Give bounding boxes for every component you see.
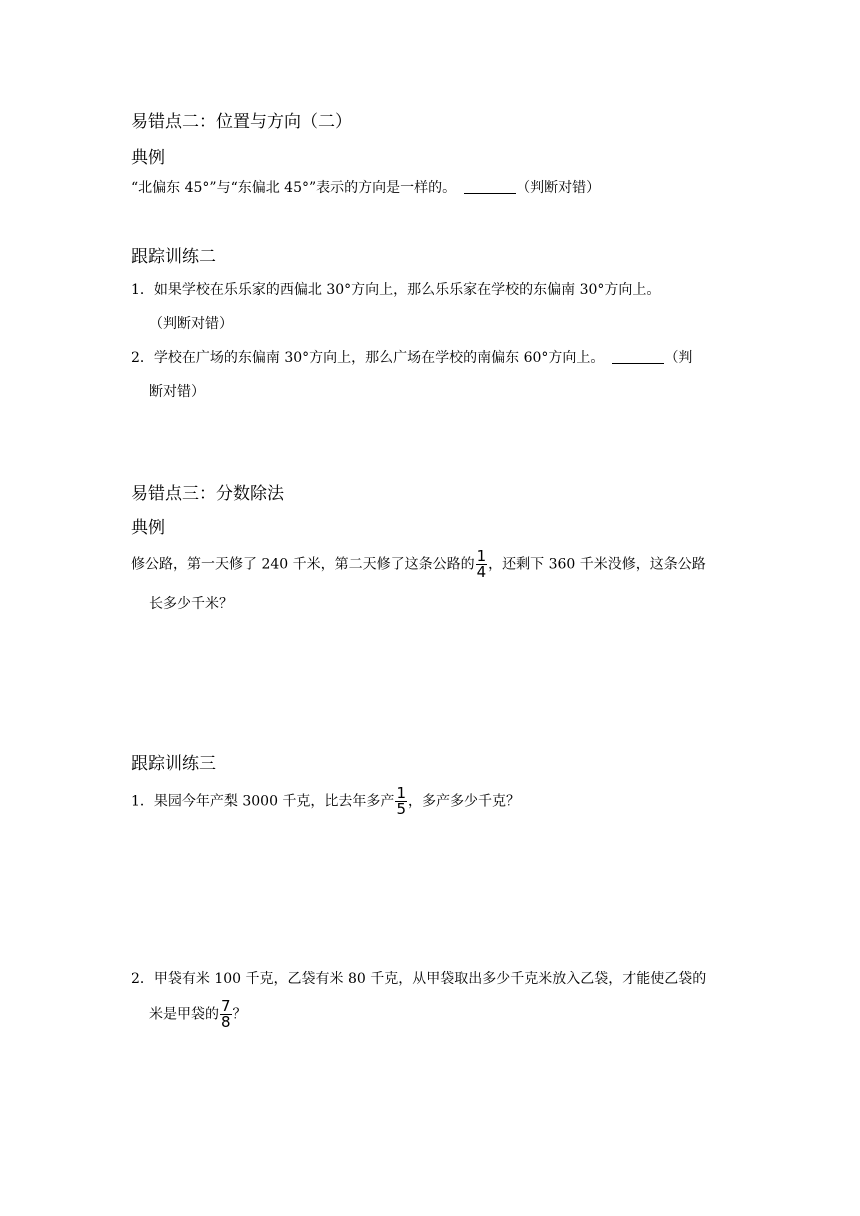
question-1	[131, 786, 731, 817]
example-text: 修公路，第一天修了 240 千米，第二天修了这条公路的	[131, 556, 475, 573]
question-2-line2	[149, 999, 247, 1030]
question-text-cont: ，多产多少千克？	[407, 793, 520, 810]
question-text: 米是甲袋的	[149, 1006, 219, 1023]
fraction	[395, 786, 407, 817]
example-label: 典例	[131, 148, 165, 168]
question-2-line1	[131, 348, 731, 368]
judge-hint: （判	[664, 350, 693, 366]
example-question-line2: 长多少千米？	[149, 596, 233, 612]
question-text-cont: ？	[232, 1006, 247, 1023]
example-text: “北偏东 45°”与“东偏北 45°”表示的方向是一样的。	[131, 180, 457, 196]
question-2-line1: 2．甲袋有米 100 千克，乙袋有米 80 千克，从甲袋取出多少千克米放入乙袋，才能使乙袋的	[131, 971, 707, 987]
fraction-numerator: 1	[476, 547, 487, 565]
answer-blank[interactable]	[464, 179, 516, 194]
fraction-numerator: 7	[221, 997, 231, 1015]
question-1-line1: 1．如果学校在乐乐家的西偏北 30°方向上，那么乐乐家在学校的东偏南 30°方向上。	[131, 282, 661, 298]
fraction	[476, 549, 488, 580]
judge-hint: （判断对错）	[516, 180, 601, 196]
question-2-line2: 断对错）	[149, 384, 205, 400]
question-1-line2: （判断对错）	[149, 316, 233, 332]
question-2-text: 2．学校在广场的东偏南 30°方向上，那么广场在学校的南偏东 60°方向上。	[131, 350, 605, 366]
example-question-line1	[131, 549, 731, 580]
question-text: 1．果园今年产梨 3000 千克，比去年多产	[131, 793, 395, 810]
fraction-denominator: 5	[396, 800, 406, 818]
fraction-denominator: 8	[221, 1013, 231, 1031]
answer-blank[interactable]	[612, 349, 664, 364]
fraction-denominator: 4	[476, 563, 487, 581]
practice-title: 跟踪训练二	[131, 247, 216, 267]
fraction-numerator: 1	[396, 784, 406, 802]
example-text-cont: ，还剩下 360 千米没修，这条公路	[488, 556, 706, 573]
practice-title: 跟踪训练三	[131, 754, 216, 774]
example-question	[131, 178, 731, 198]
example-label: 典例	[131, 518, 165, 538]
section-title: 易错点二：位置与方向（二）	[131, 112, 352, 132]
fraction	[220, 999, 232, 1030]
section-title: 易错点三：分数除法	[131, 484, 284, 504]
